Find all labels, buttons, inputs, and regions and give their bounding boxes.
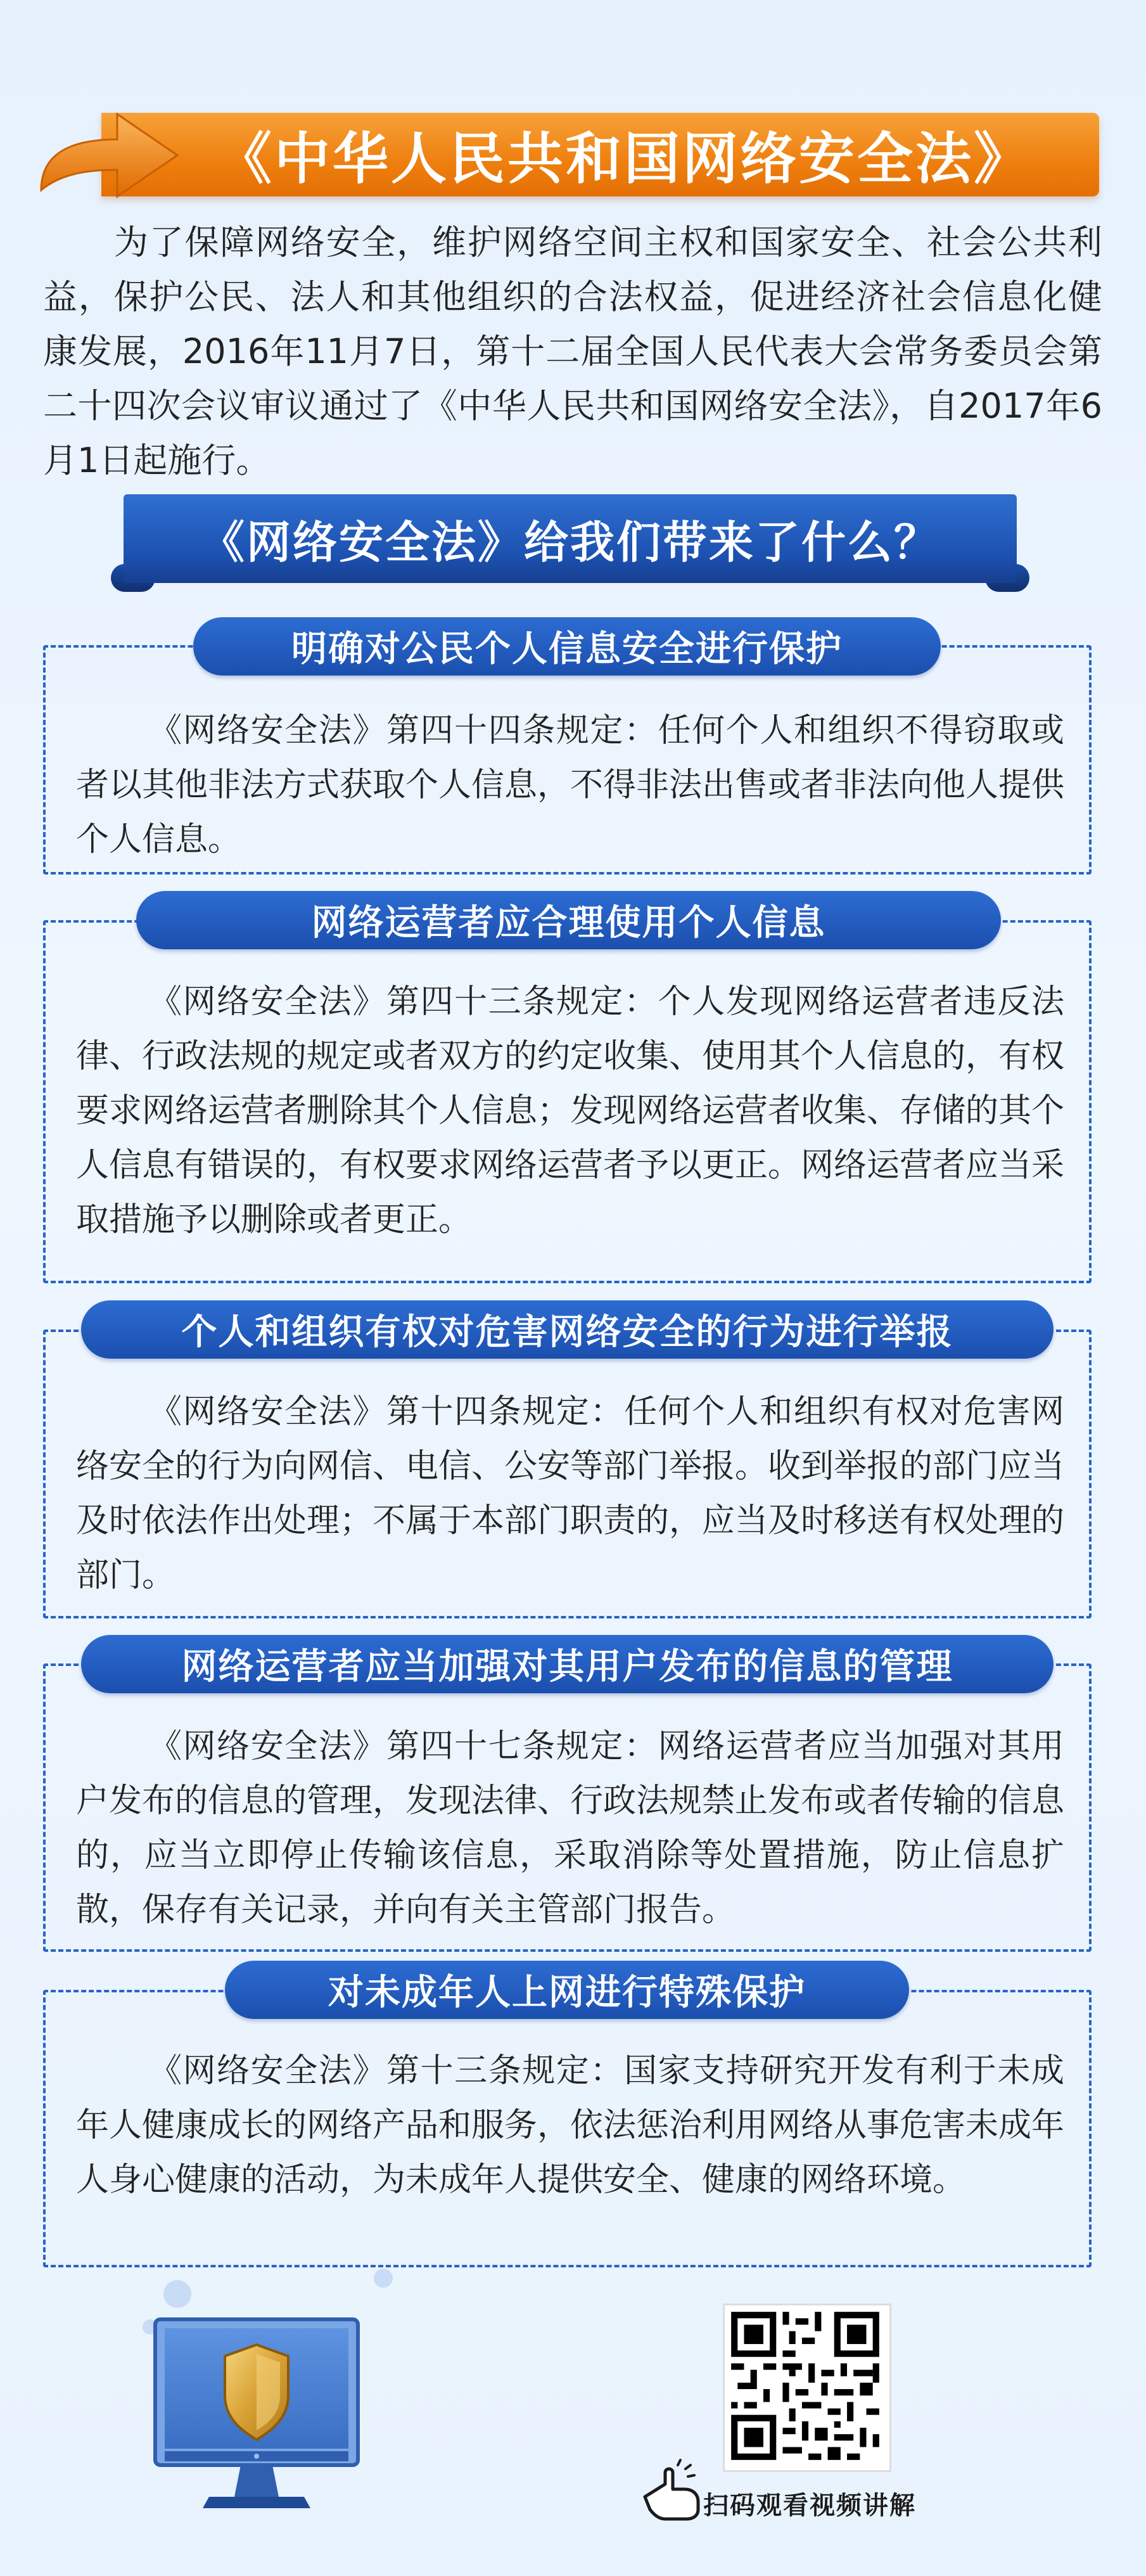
- page-title: 《中华人民共和国网络安全法》: [215, 126, 1032, 191]
- decor-dot: [163, 2280, 191, 2308]
- section-heading-1: 明确对公民个人信息安全进行保护: [193, 617, 941, 676]
- monitor-shield-icon: [146, 2307, 386, 2522]
- intro-paragraph: 为了保障网络安全，维护网络空间主权和国家安全、社会公共利益，保护公民、法人和其他组织的合法权益，促进经济社会信息化健康发展，2016年11月7日，第十二届全国人民代表大会常务委员会第二十四次会议审议通过了《中华人民共和国网络安全法》，自2017年6月1日起施行。: [43, 222, 1102, 480]
- section-heading-2: 网络运营者应合理使用个人信息: [136, 891, 1001, 949]
- section-heading-5: 对未成年人上网进行特殊保护: [225, 1961, 909, 2019]
- section-body-2: 《网络安全法》第四十三条规定：个人发现网络运营者违反法律、行政法规的规定或者双方的约定收集、使用其个人信息的，有权要求网络运营者删除其个人信息；发现网络运营者收集、存储的其个人信息有错误的，有权要求网络运营者予以更正。网络运营者应当采取措施予以删除或者更正。: [76, 983, 1065, 1239]
- qr-code-icon: [725, 2305, 886, 2466]
- subtitle-text: 《网络安全法》给我们带来了什么？: [200, 516, 940, 568]
- section-heading-4: 网络运营者应当加强对其用户发布的信息的管理: [81, 1635, 1054, 1693]
- section-heading-3: 个人和组织有权对危害网络安全的行为进行举报: [81, 1300, 1054, 1359]
- decor-dot: [374, 2269, 393, 2288]
- pointing-hand-icon: [640, 2459, 710, 2522]
- subtitle-banner: [111, 494, 1029, 596]
- section-body-5: 《网络安全法》第十三条规定：国家支持研究开发有利于未成年人健康成长的网络产品和服务，依法惩治利用网络从事危害未成年人身心健康的活动，为未成年人提供安全、健康的网络环境。: [76, 2052, 1065, 2199]
- section-body-3: 《网络安全法》第十四条规定：任何个人和组织有权对危害网络安全的行为向网信、电信、公安等部门举报。收到举报的部门应当及时依法作出处理；不属于本部门职责的，应当及时移送有权处理的部门。: [76, 1393, 1065, 1594]
- section-body-1: 《网络安全法》第四十四条规定：任何个人和组织不得窃取或者以其他非法方式获取个人信息，不得非法出售或者非法向他人提供个人信息。: [76, 712, 1065, 859]
- qr-code-box: [723, 2304, 891, 2472]
- section-body-4: 《网络安全法》第四十七条规定：网络运营者应当加强对其用户发布的信息的管理，发现法律、行政法规禁止发布或者传输的信息的，应当立即停止传输该信息，采取消除等处置措施，防止信息扩散，保存有关记录，并向有关主管部门报告。: [76, 1727, 1065, 1929]
- scan-qr-label: 扫码观看视频讲解: [703, 2491, 916, 2520]
